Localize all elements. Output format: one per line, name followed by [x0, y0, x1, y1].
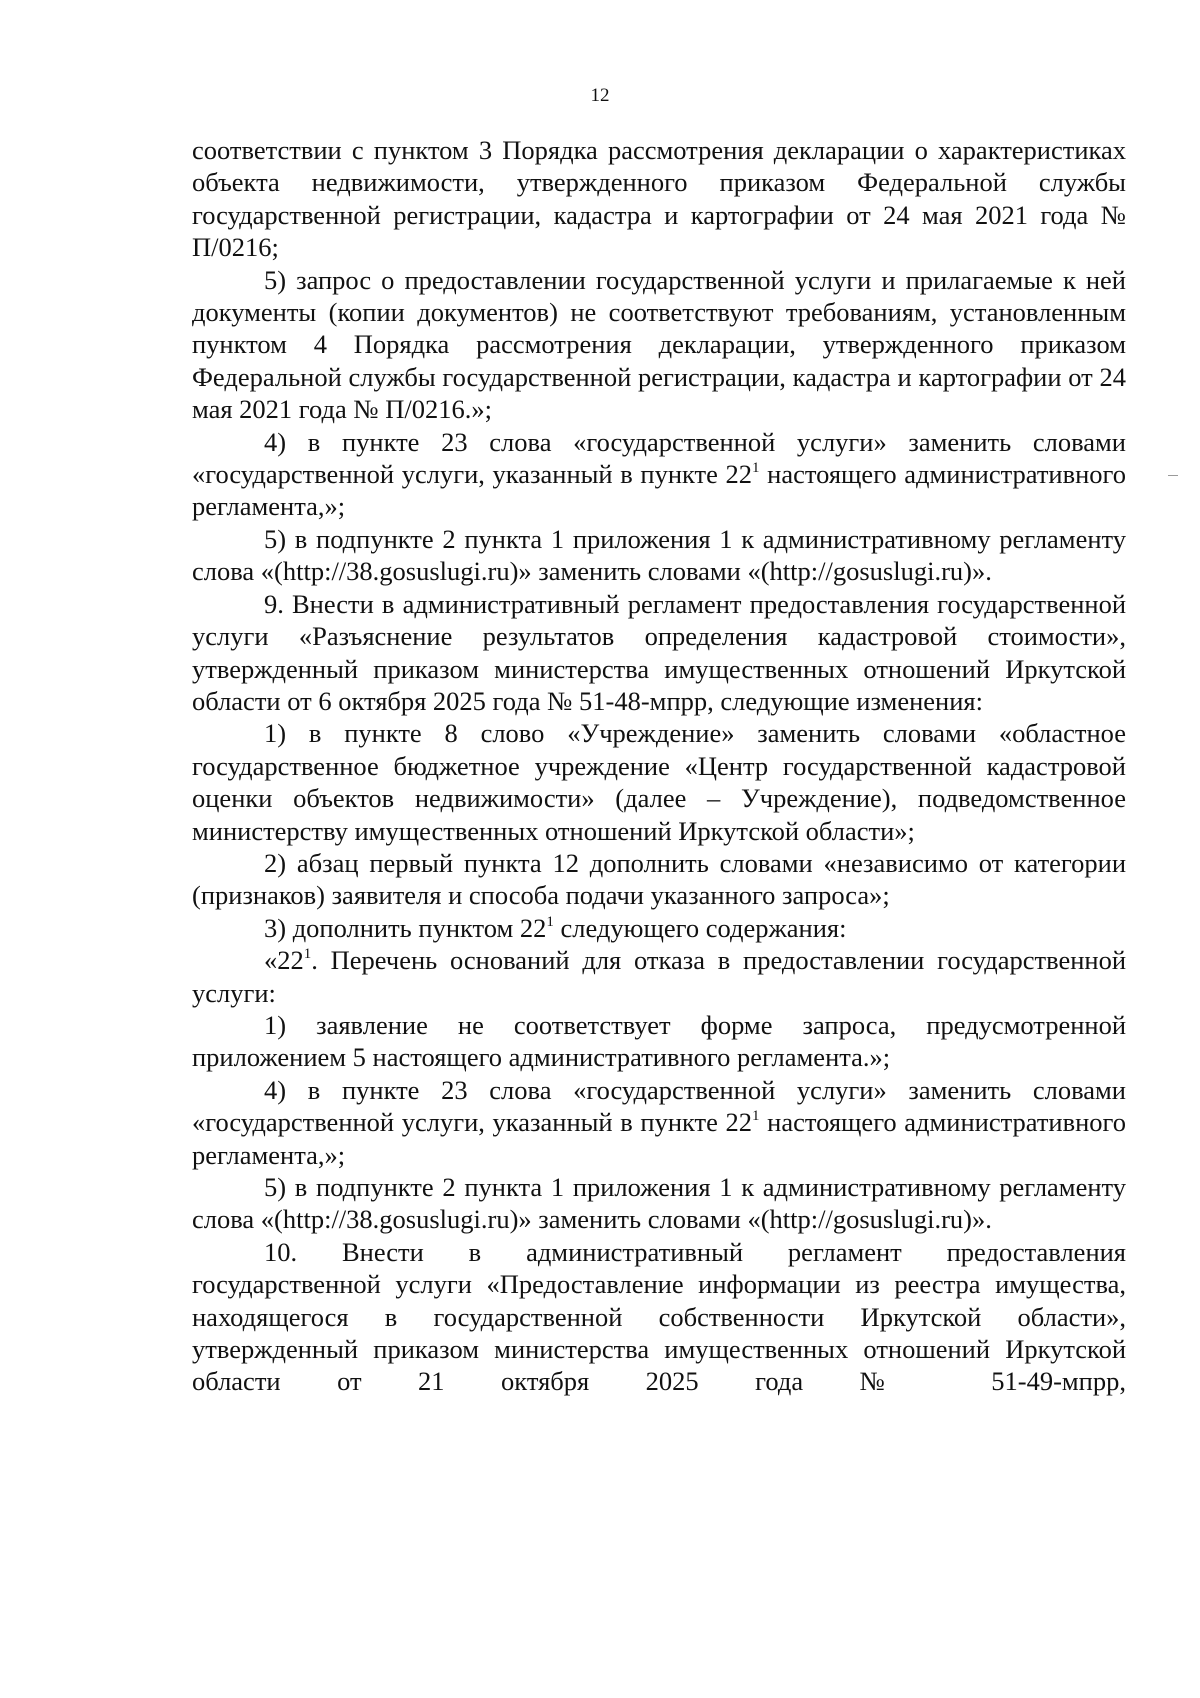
paragraph-item-2-point-12: 2) абзац первый пункта 12 дополнить словами «независимо от категории (признаков) заявителя и способа подачи указанного запроса»;	[192, 847, 1126, 911]
paragraph-section-9: 9. Внести в административный регламент предоставления государственной услуги «Разъяснение результатов определения кадастровой стоимости», утвержденный приказом министерства имущественных отношений Иркутской области от 6 октября 2025 года № 51-48-мпрр, следующие изменения:	[192, 588, 1126, 716]
paragraph-item-1-application: 1) заявление не соответствует форме запроса, предусмотренной приложением 5 настоящего административного регламента.»;	[192, 1009, 1126, 1073]
paragraph-point-22-1	[192, 944, 1126, 1009]
paragraph-item-5-appendix-repeat: 5) в подпункте 2 пункта 1 приложения 1 к административному регламенту слова «(http://38.gosuslugi.ru)» заменить словами «(http://gosuslugi.ru)».	[192, 1172, 1126, 1235]
superscript: 1	[303, 946, 312, 963]
paragraph-text: 4) в пункте 23 слова «государственной услуги» заменить словами «государственной услуги, указанный в пункте 22	[192, 426, 1126, 490]
paragraph-text: «22	[264, 945, 304, 976]
paragraph-section-10: 10. Внести в административный регламент предоставления государственной услуги «Предоставление информации из реестра имущества, находящегося в государственной собственности Иркутской области», утвержденный приказом министерства имущественных отношений Иркутской области от 21 октября 2025 года № 51-49-мпрр,	[192, 1236, 1126, 1397]
page-number: 12	[590, 85, 610, 106]
paragraph-text: 3) дополнить пунктом 22	[264, 912, 547, 943]
paragraph-text: 4) в пункте 23 слова «государственной услуги» заменить словами «государственной услуги, указанный в пункте 22	[192, 1074, 1126, 1138]
superscript: 1	[752, 1108, 760, 1125]
paragraph-item-5-appendix: 5) в подпункте 2 пункта 1 приложения 1 к административному регламенту слова «(http://38.gosuslugi.ru)» заменить словами «(http://gosuslugi.ru)».	[192, 523, 1126, 587]
paragraph-item-3-add-point	[192, 912, 1126, 944]
paragraph-text: . Перечень оснований для отказа в предоставлении государственной услуги:	[192, 945, 1126, 1008]
paragraph-item-1-point-8: 1) в пункте 8 слово «Учреждение» заменить словами «областное государственное бюджетное учреждение «Центр государственной кадастровой оценки объектов недвижимости» (далее – Учреждение), подведомственное министерству имущественных отношений Иркутской области»;	[192, 718, 1126, 846]
paragraph-text: настоящего административного регламента,»;	[192, 459, 1126, 522]
paragraph-item-5-declaration: 5) запрос о предоставлении государственной услуги и прилагаемые к ней документы (копии документов) не соответствуют требованиям, установленным пунктом 4 Порядка рассмотрения декларации, утвержденного приказом Федеральной службы государственной регистрации, кадастра и картографии от 24 мая 2021 года № П/0216.»;	[192, 264, 1126, 425]
paragraph-continuation: соответствии с пунктом 3 Порядка рассмотрения декларации о характеристиках объекта недвижимости, утвержденного приказом Федеральной службы государственной регистрации, кадастра и картографии от 24 мая 2021 года № П/0216;	[192, 135, 1126, 263]
document-body	[192, 134, 1126, 1398]
paragraph-item-4-point-23	[192, 426, 1126, 523]
paragraph-text: настоящего административного регламента,»;	[192, 1107, 1126, 1170]
paragraph-text: следующего содержания:	[553, 912, 847, 943]
paragraph-item-4-point-23-repeat	[192, 1074, 1126, 1171]
superscript: 1	[752, 460, 760, 477]
superscript: 1	[546, 913, 554, 930]
margin-mark	[1168, 475, 1178, 476]
